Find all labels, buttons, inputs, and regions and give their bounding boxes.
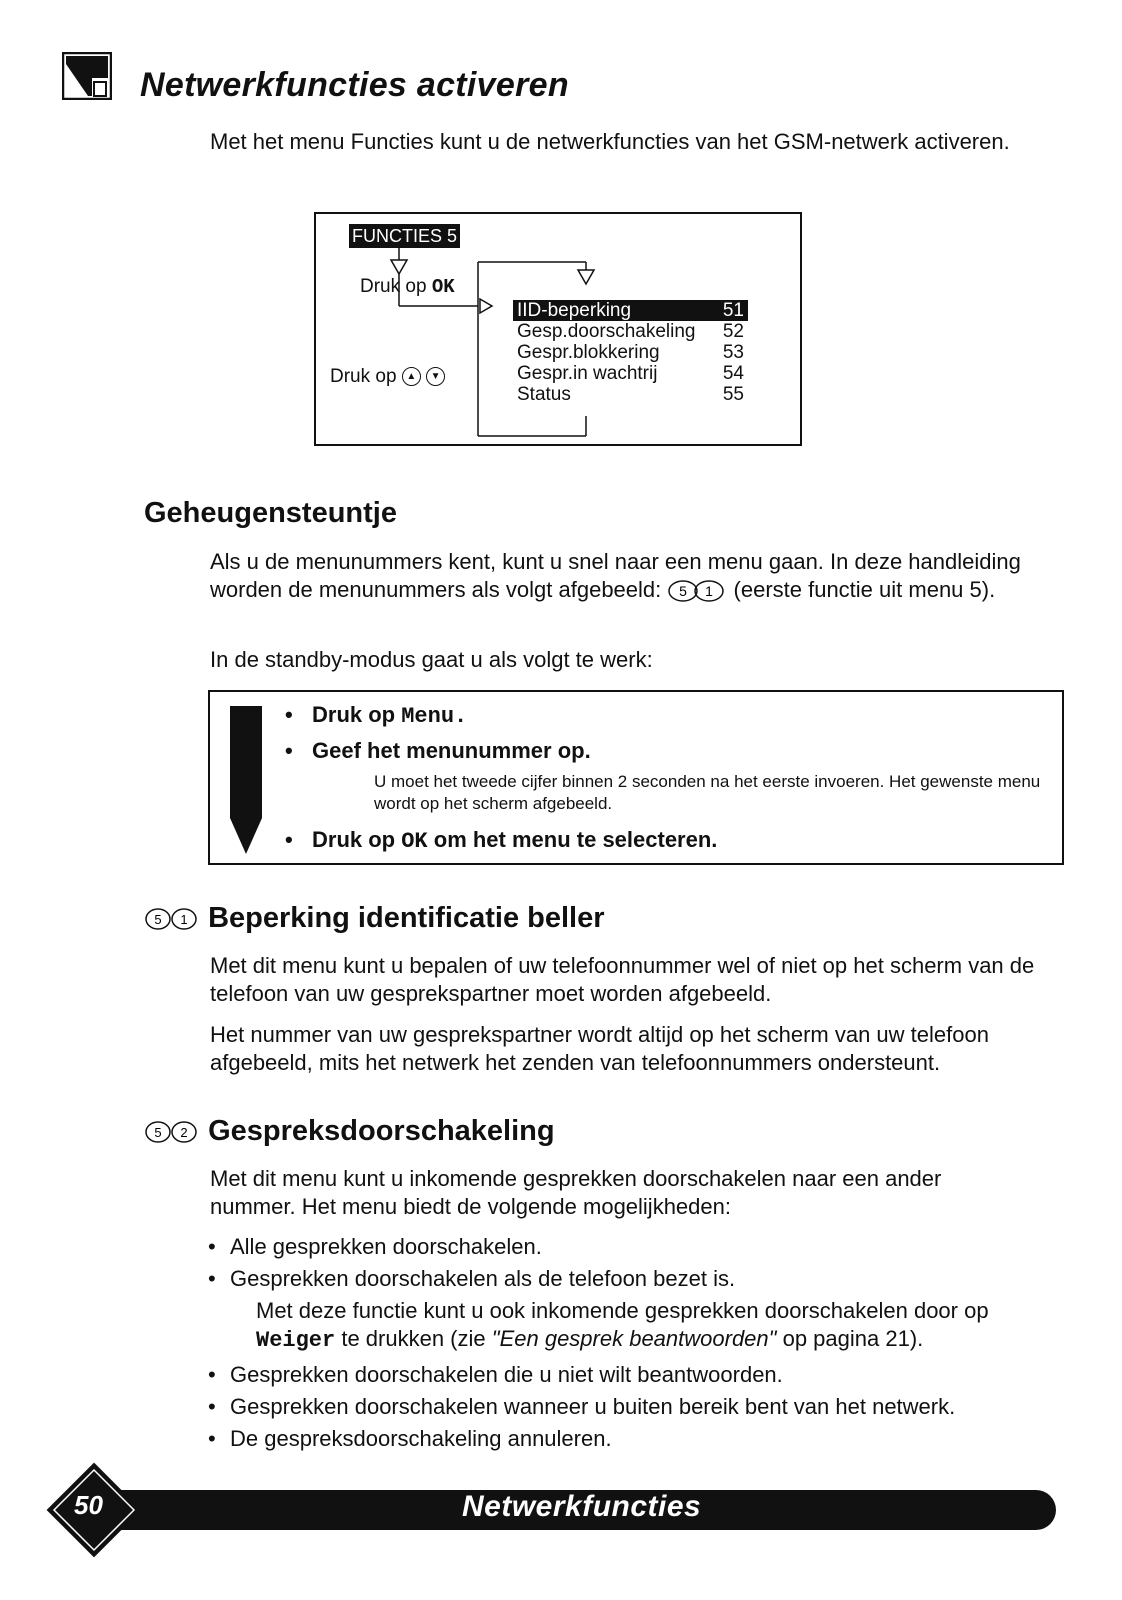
tip-paragraph-2: In de standby-modus gaat u als volgt te werk:	[210, 647, 653, 672]
down-arrow-key-icon: ▼	[426, 367, 445, 386]
section-51-heading: 5 1 Beperking identificatie beller	[144, 902, 605, 935]
menu-item: Gespr.in wachtrij 54	[517, 363, 744, 384]
list-item: • Alle gesprekken doorschakelen.	[208, 1234, 542, 1259]
menu-code-5-1-icon	[667, 579, 727, 603]
svg-text:5: 5	[154, 1125, 162, 1141]
press-arrows-label: Druk op ▲ ▼	[330, 366, 445, 388]
menu-item: Gespr.blokkering 53	[517, 342, 744, 363]
section-51-paragraph-1: Met dit menu kunt u bepalen of uw telefoonnummer wel of niet op het scherm van de telefoon van uw gesprekspartner moet worden afgebeeld.	[210, 953, 1035, 1006]
page-title: Netwerkfuncties activeren	[140, 66, 569, 104]
section-52-paragraph: Met dit menu kunt u inkomende gesprekken doorschakelen naar een ander nummer. Het menu biedt de volgende mogelijkheden:	[210, 1166, 942, 1219]
list-item-note: Met deze functie kunt u ook inkomende gesprekken doorschakelen door op Weiger te drukken (zie "Een gesprek beantwoorden" op pagina 21).	[256, 1298, 989, 1353]
list-item: • De gespreksdoorschakeling annuleren.	[208, 1426, 612, 1451]
svg-text:1: 1	[705, 583, 714, 600]
procedure-step-3: • Druk op OK om het menu te selecteren.	[285, 827, 718, 854]
press-ok-label: Druk op OK	[360, 276, 455, 298]
menu-item: Status 55	[517, 384, 744, 405]
down-arrow-icon	[391, 260, 407, 274]
svg-text:5: 5	[154, 912, 162, 928]
menu-code-5-2-icon	[144, 1120, 200, 1144]
procedure-arrow-icon	[226, 706, 266, 854]
procedure-step-1: • Druk op Menu.	[285, 702, 468, 729]
right-arrow-icon	[480, 299, 492, 313]
up-arrow-key-icon: ▲	[402, 367, 421, 386]
svg-text:1: 1	[180, 912, 188, 928]
menu-title-badge: FUNCTIES 5	[349, 224, 460, 248]
tip-paragraph: Als u de menunummers kent, kunt u snel naar een menu gaan. In deze handleiding worden de menunummers als volgt afgebeeld: 5 1 (eerste functie uit menu 5).	[210, 549, 1021, 602]
menu-code-5-1-icon	[144, 907, 200, 931]
section-52-heading: 5 2 Gespreksdoorschakeling	[144, 1115, 555, 1148]
list-item: • Gesprekken doorschakelen die u niet wilt beantwoorden.	[208, 1362, 783, 1387]
menu-item: Gesp.doorschakeling 52	[517, 321, 744, 342]
list-item: • Gesprekken doorschakelen als de telefoon bezet is.	[208, 1266, 736, 1291]
procedure-step-2-note: U moet het tweede cijfer binnen 2 seconden na het eerste invoeren. Het gewenste menu wordt op het scherm afgebeeld.	[374, 772, 1041, 813]
tip-heading: Geheugensteuntje	[144, 497, 397, 529]
section-51-paragraph-2: Het nummer van uw gesprekspartner wordt altijd op het scherm van uw telefoon afgebeeld, mits het netwerk het zenden van telefoonnummers ondersteunt.	[210, 1022, 989, 1075]
menu-list	[513, 300, 748, 405]
menu-item-selected: IID-beperking 51	[513, 300, 748, 321]
intro-paragraph: Met het menu Functies kunt u de netwerkfuncties van het GSM-netwerk activeren.	[210, 129, 1010, 154]
loop-arrow-icon	[578, 270, 594, 284]
footer-section-title: Netwerkfuncties	[462, 1490, 702, 1523]
list-item: • Gesprekken doorschakelen wanneer u buiten bereik bent van het netwerk.	[208, 1394, 956, 1419]
procedure-step-2: • Geef het menunummer op.	[285, 738, 591, 763]
svg-text:2: 2	[180, 1125, 188, 1141]
svg-text:5: 5	[679, 583, 688, 600]
chapter-marker-icon	[62, 52, 112, 100]
page-number: 50	[74, 1490, 103, 1520]
